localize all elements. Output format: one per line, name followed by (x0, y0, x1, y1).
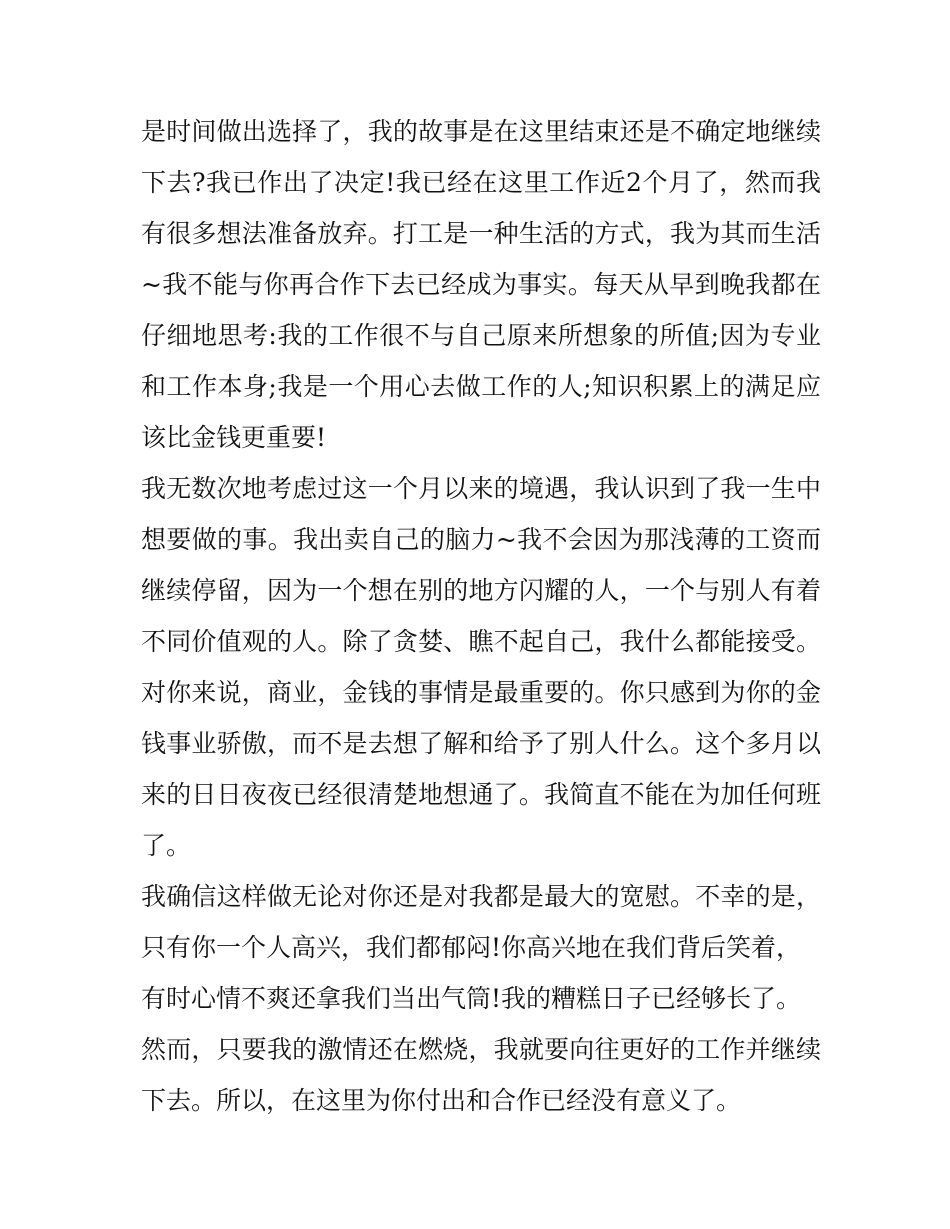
text-line: 不同价值观的人。除了贪婪、瞧不起自己，我什么都能接受。 (141, 627, 821, 656)
letter-body (141, 106, 821, 1126)
text-line: 仔细地思考:我的工作很不与自己原来所想象的所值;因为专业 (141, 321, 821, 350)
text-line: 钱事业骄傲，而不是去想了解和给予了别人什么。这个多月以 (141, 729, 821, 758)
text-line: 继续停留，因为一个想在别的地方闪耀的人，一个与别人有着 (141, 576, 821, 605)
text-line: 对你来说，商业，金钱的事情是最重要的。你只感到为你的金 (141, 678, 821, 707)
text-line: 我确信这样做无论对你还是对我都是最大的宽慰。不幸的是， (141, 882, 821, 911)
text-line: 来的日日夜夜已经很清楚地想通了。我简直不能在为加任何班 (141, 780, 821, 809)
text-line: 和工作本身;我是一个用心去做工作的人;知识积累上的满足应 (141, 372, 821, 401)
text-line: 该比金钱更重要! (141, 423, 327, 452)
text-line: 只有你一个人高兴，我们都郁闷!你高兴地在我们背后笑着， (141, 933, 802, 962)
text-line: 有时心情不爽还拿我们当出气筒!我的糟糕日子已经够长了。 (141, 984, 802, 1013)
paragraph-2 (141, 463, 821, 871)
text-line: 然而，只要我的激情还在燃烧，我就要向往更好的工作并继续 (141, 1035, 821, 1064)
text-line: ~我不能与你再合作下去已经成为事实。每天从早到晚我都在 (141, 270, 821, 299)
text-line: 是时间做出选择了，我的故事是在这里结束还是不确定地继续 (141, 117, 821, 146)
text-line: 下去。所以，在这里为你付出和合作已经没有意义了。 (141, 1086, 742, 1115)
paragraph-3 (141, 871, 821, 1126)
text-line: 了。 (141, 831, 192, 860)
text-line: 有很多想法准备放弃。打工是一种生活的方式，我为其而生活 (141, 219, 821, 248)
text-line: 想要做的事。我出卖自己的脑力~我不会因为那浅薄的工资而 (141, 525, 821, 554)
text-line: 下去?我已作出了决定!我已经在这里工作近2个月了，然而我 (141, 168, 821, 197)
text-line: 我无数次地考虑过这一个月以来的境遇，我认识到了我一生中 (141, 474, 821, 503)
paragraph-1 (141, 106, 821, 463)
